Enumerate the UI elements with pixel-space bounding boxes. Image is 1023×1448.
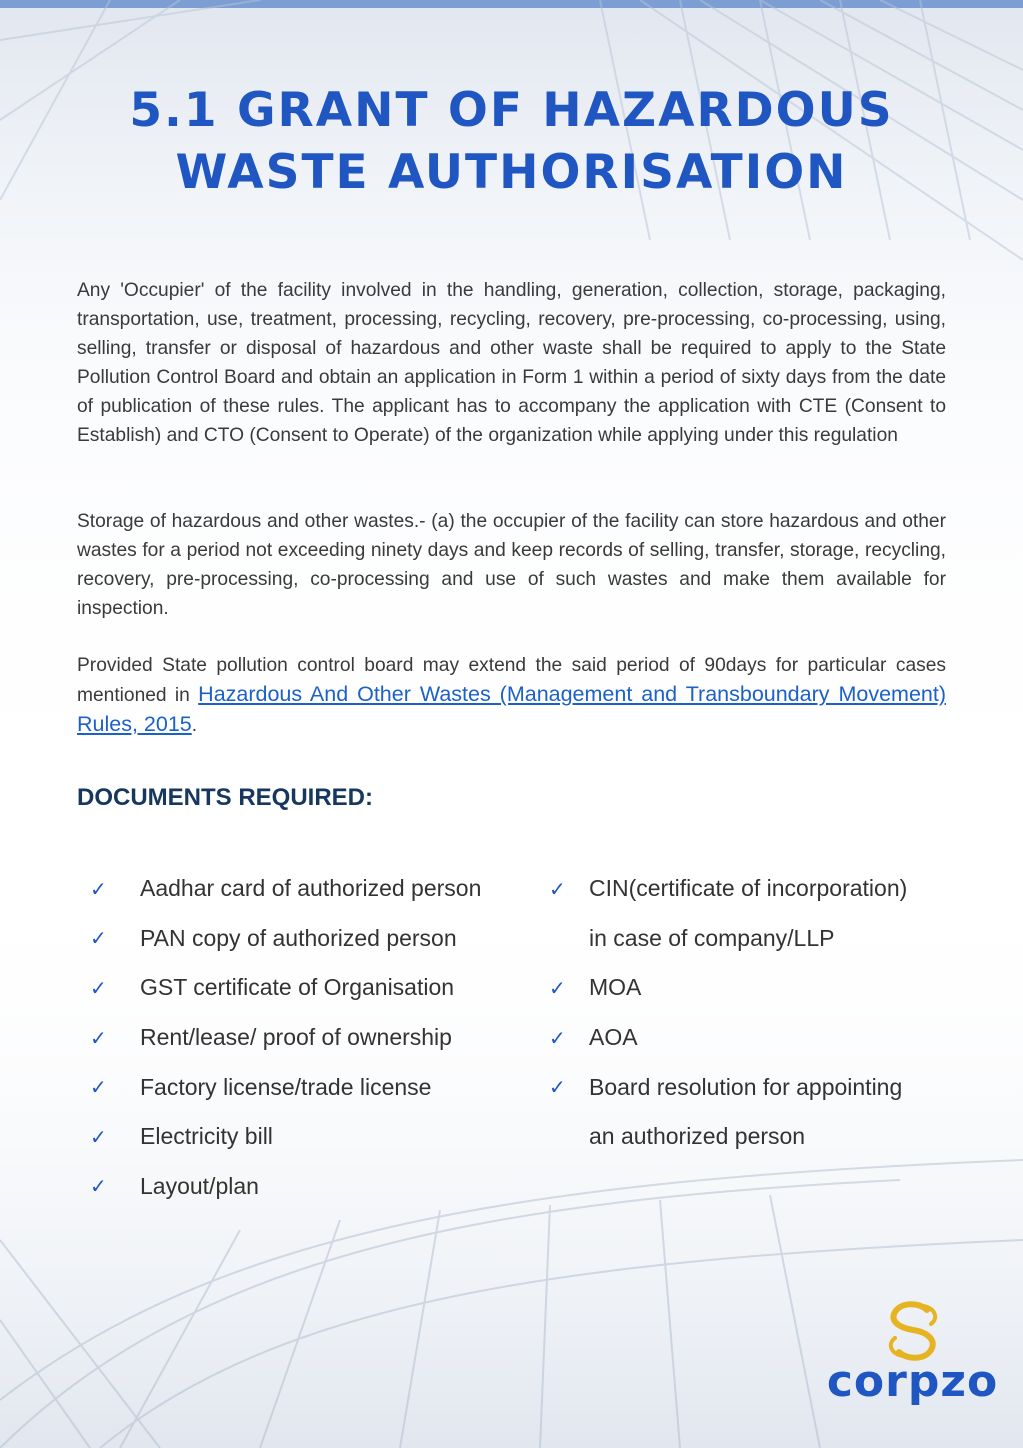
- document-item: [90, 963, 481, 1013]
- page-title: [40, 80, 983, 204]
- document-item: [90, 1062, 481, 1112]
- page-title-line-1: 5.1 GRANT OF HAZARDOUS: [129, 83, 894, 138]
- document-item-label: Board resolution for appointing: [589, 1073, 903, 1100]
- document-item: [549, 864, 907, 914]
- document-item-label: Aadhar card of authorized person: [140, 875, 482, 902]
- corpzo-logo-text: corpzo: [826, 1356, 999, 1407]
- document-item-continuation: [549, 914, 907, 964]
- checkmark-icon: ✓: [90, 926, 107, 951]
- document-item: [549, 963, 907, 1013]
- documents-list-left: [90, 864, 481, 1211]
- document-item-label: Layout/plan: [140, 1172, 259, 1199]
- document-item-label: an authorized person: [589, 1123, 806, 1150]
- checkmark-icon: ✓: [549, 975, 566, 1000]
- checkmark-icon: ✓: [90, 1075, 107, 1100]
- document-item: [90, 864, 481, 914]
- documents-list-right: [549, 864, 907, 1162]
- documents-required-heading: DOCUMENTS REQUIRED:: [77, 784, 374, 811]
- hazardous-waste-rules-link[interactable]: Hazardous And Other Wastes (Management and Transboundary Movement) Rules, 2015: [77, 682, 946, 736]
- corpzo-logo: [815, 1300, 1010, 1415]
- document-item: [90, 1013, 481, 1063]
- paragraph-occupier: Any 'Occupier' of the facility involved in the handling, generation, collection, storage, packaging, transportation, use, treatment, processing, recycling, recovery, pre-processing, co-processing, using, selling, transfer or disposal of hazardous and other waste shall be required to apply to the State Pollution Control Board and obtain an application in Form 1 within a period of sixty days from the date of publication of these rules. The applicant has to accompany the application with CTE (Consent to Establish) and CTO (Consent to Operate) of the organization while applying under this regulation: [77, 280, 946, 446]
- checkmark-icon: ✓: [549, 1075, 566, 1100]
- checkmark-icon: ✓: [90, 1025, 107, 1050]
- document-item: [549, 1013, 907, 1063]
- page-title-line-2: WASTE AUTHORISATION: [175, 145, 848, 200]
- document-item-label: in case of company/LLP: [589, 924, 835, 951]
- checkmark-icon: ✓: [549, 1025, 566, 1050]
- document-item: [90, 1162, 481, 1212]
- document-item-label: PAN copy of authorized person: [140, 924, 457, 951]
- document-item-label: CIN(certificate of incorporation): [589, 875, 908, 902]
- checkmark-icon: ✓: [549, 876, 566, 901]
- paragraph-storage: Storage of hazardous and other wastes.- (a) the occupier of the facility can store hazardous and other wastes for a period not exceeding ninety days and keep records of selling, transfer, storage, recycling, recovery, pre-processing, co-processing and use of such wastes and make them available for inspection.: [77, 511, 946, 619]
- document-item: [90, 1112, 481, 1162]
- paragraph-extension: [77, 651, 946, 740]
- document-item-label: AOA: [589, 1024, 638, 1051]
- document-item-label: MOA: [589, 974, 642, 1001]
- checkmark-icon: ✓: [90, 1124, 107, 1149]
- corpzo-logo-mark-icon: [883, 1300, 943, 1362]
- document-item: [549, 1062, 907, 1112]
- checkmark-icon: ✓: [90, 1174, 107, 1199]
- document-item-label: Factory license/trade license: [140, 1073, 432, 1100]
- document-item-label: GST certificate of Organisation: [140, 974, 455, 1001]
- document-item-label: Rent/lease/ proof of ownership: [140, 1024, 452, 1051]
- checkmark-icon: ✓: [90, 975, 107, 1000]
- paragraph-extension-text: Provided State pollution control board may extend the said period of 90days for particular cases mentioned in: [77, 655, 946, 706]
- checkmark-icon: ✓: [90, 876, 107, 901]
- document-item-continuation: [549, 1112, 907, 1162]
- document-item: [90, 914, 481, 964]
- paragraph-extension-end: .: [191, 715, 198, 736]
- document-item-label: Electricity bill: [140, 1123, 273, 1150]
